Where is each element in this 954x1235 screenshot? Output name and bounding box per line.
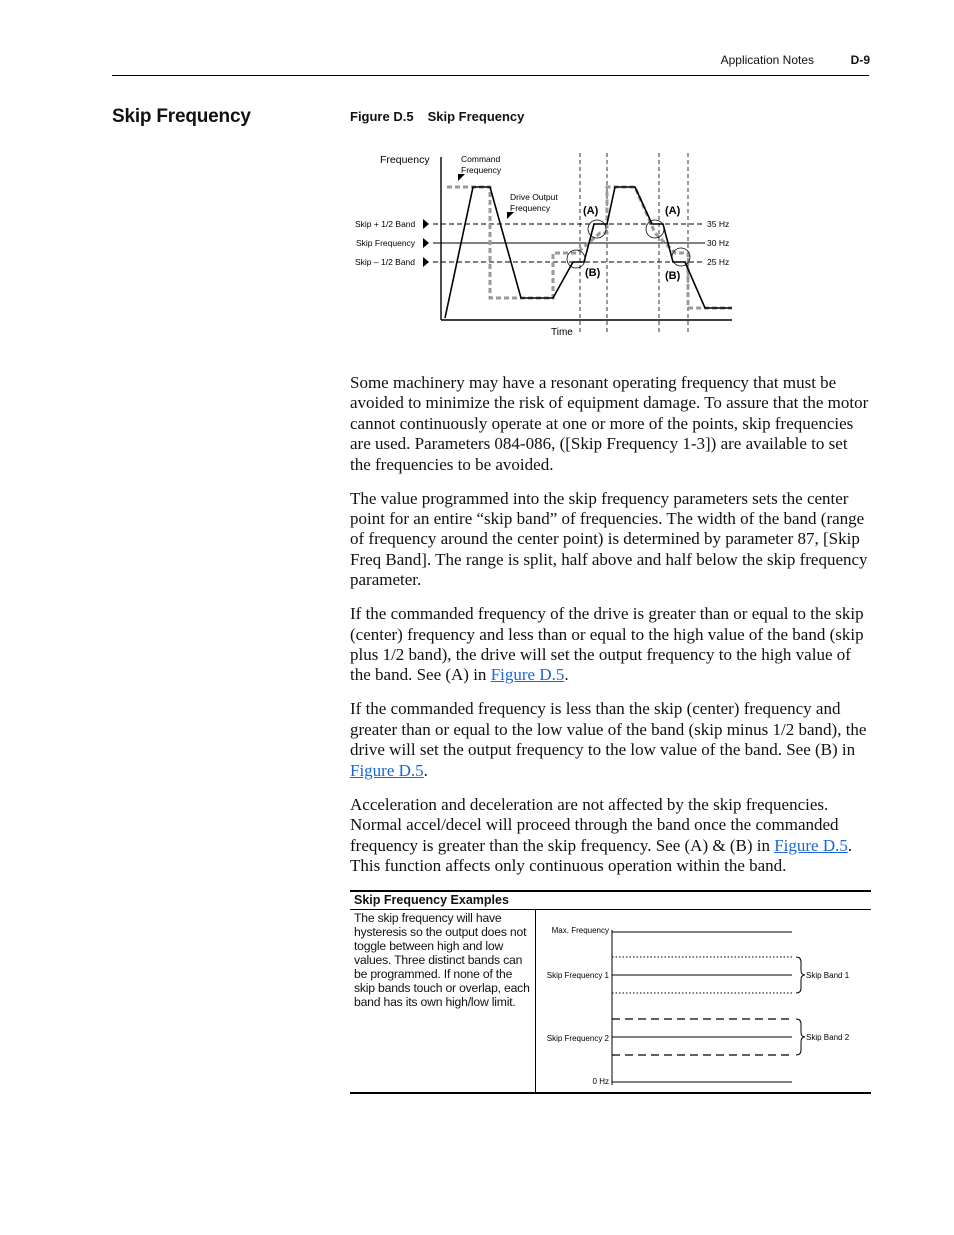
skip-plus-label: Skip + 1/2 Band (355, 219, 416, 229)
header-rule (112, 75, 869, 76)
skip-frequency-1-label: Skip Frequency 1 (546, 971, 609, 980)
paragraph (350, 795, 870, 877)
skip-freq-arrow-icon (423, 238, 429, 248)
hz35-label: 35 Hz (707, 219, 730, 229)
skip-minus-arrow-icon (423, 257, 429, 267)
paragraph: The value programmed into the skip frequency parameters sets the center point for an entire “skip band” of frequencies. The width of the band (range of frequency around the center point) is determined by parameter 87, [Skip Freq Band]. The range is split, half above and half below the skip frequency parameter. (350, 488, 868, 590)
marker-a-label: (A) (583, 205, 599, 217)
marker-b-label: (B) (585, 267, 601, 279)
table-description: The skip frequency will have hysteresis so the output does not toggle between high and low values. Three distinct bands can be programmed. If none of the skip bands touch or overlap, each band has its own high/low limit. (354, 911, 530, 1009)
marker-a-circle (646, 220, 664, 238)
skip-frequency-examples-table (350, 890, 871, 1094)
paragraph-text: If the commanded frequency is less than the skip (center) frequency and greater than or equal to the low value of the band (skip minus 1/2 band), the drive will set the output frequency to the low value of the band. See (B) in (350, 699, 867, 760)
skip-band-diagram (536, 910, 870, 1092)
paragraph-text: Acceleration and deceleration are not affected by the skip frequencies. Normal accel/decel will proceed through the band once the commanded frequency is greater than the skip frequency. See (A) & (B) in (350, 794, 839, 855)
marker-a-label: (A) (665, 205, 681, 217)
skip-band-2-brace-icon (796, 1019, 805, 1055)
header-section-title: Application Notes (720, 53, 814, 67)
paragraph (350, 604, 870, 686)
hz25-label: 25 Hz (707, 257, 730, 267)
marker-b-label: (B) (665, 270, 681, 282)
paragraph-end: . (423, 760, 428, 780)
command-leader-icon (458, 174, 465, 181)
max-frequency-label: Max. Frequency (551, 926, 609, 935)
command-frequency-label: Command (461, 154, 501, 164)
paragraph-end: . This function affects only continuous operation within the band. (350, 835, 853, 875)
table-bottom-rule (350, 1092, 871, 1094)
drive-leader-icon (507, 212, 514, 219)
section-heading: Skip Frequency (112, 106, 251, 127)
table-title: Skip Frequency Examples (354, 893, 509, 907)
figure-number: Figure D.5 (350, 109, 414, 124)
skip-frequency-diagram (345, 145, 745, 345)
hz30-label: 30 Hz (707, 238, 730, 248)
header-page-number: D-9 (850, 53, 870, 67)
skip-band-1-label: Skip Band 1 (806, 971, 850, 980)
figure-d5-link[interactable]: Figure D.5 (774, 835, 848, 855)
skip-plus-arrow-icon (423, 219, 429, 229)
body-text (350, 373, 870, 890)
table-top-rule (350, 890, 871, 892)
paragraph: Some machinery may have a resonant operating frequency that must be avoided to minimize the risk of equipment damage. To assure that the motor cannot continuously operate at one or more of the points, skip frequencies are used. Parameters 084-086, ([Skip Frequency 1-3]) are available to set the frequencies to be avoided. (350, 373, 869, 474)
frequency-axis-label: Frequency (380, 154, 430, 166)
figure-title: Skip Frequency (427, 109, 525, 124)
drive-output-label-2: Frequency (510, 203, 551, 213)
skip-band-2-label: Skip Band 2 (806, 1033, 850, 1042)
time-axis-label: Time (551, 327, 573, 338)
figure-caption (350, 109, 524, 124)
figure-d5-link[interactable]: Figure D.5 (350, 760, 424, 780)
skip-minus-label: Skip – 1/2 Band (355, 257, 416, 267)
skip-band-1-brace-icon (796, 957, 805, 993)
paragraph-text: If the commanded frequency of the drive is greater than or equal to the skip (center) frequency and less than or equal to the high value of the band (skip plus 1/2 band), the drive will set the output frequency to the high value of the band. See (A) in (350, 604, 864, 685)
zero-hz-label: 0 Hz (592, 1077, 609, 1086)
paragraph-end: . (564, 665, 569, 685)
paragraph (350, 699, 870, 781)
skip-frequency-2-label: Skip Frequency 2 (546, 1034, 609, 1043)
figure-d5-link[interactable]: Figure D.5 (490, 665, 565, 685)
skip-frequency-label: Skip Frequency (356, 238, 416, 248)
drive-output-label: Drive Output (510, 192, 558, 202)
command-frequency-label-2: Frequency (461, 165, 502, 175)
